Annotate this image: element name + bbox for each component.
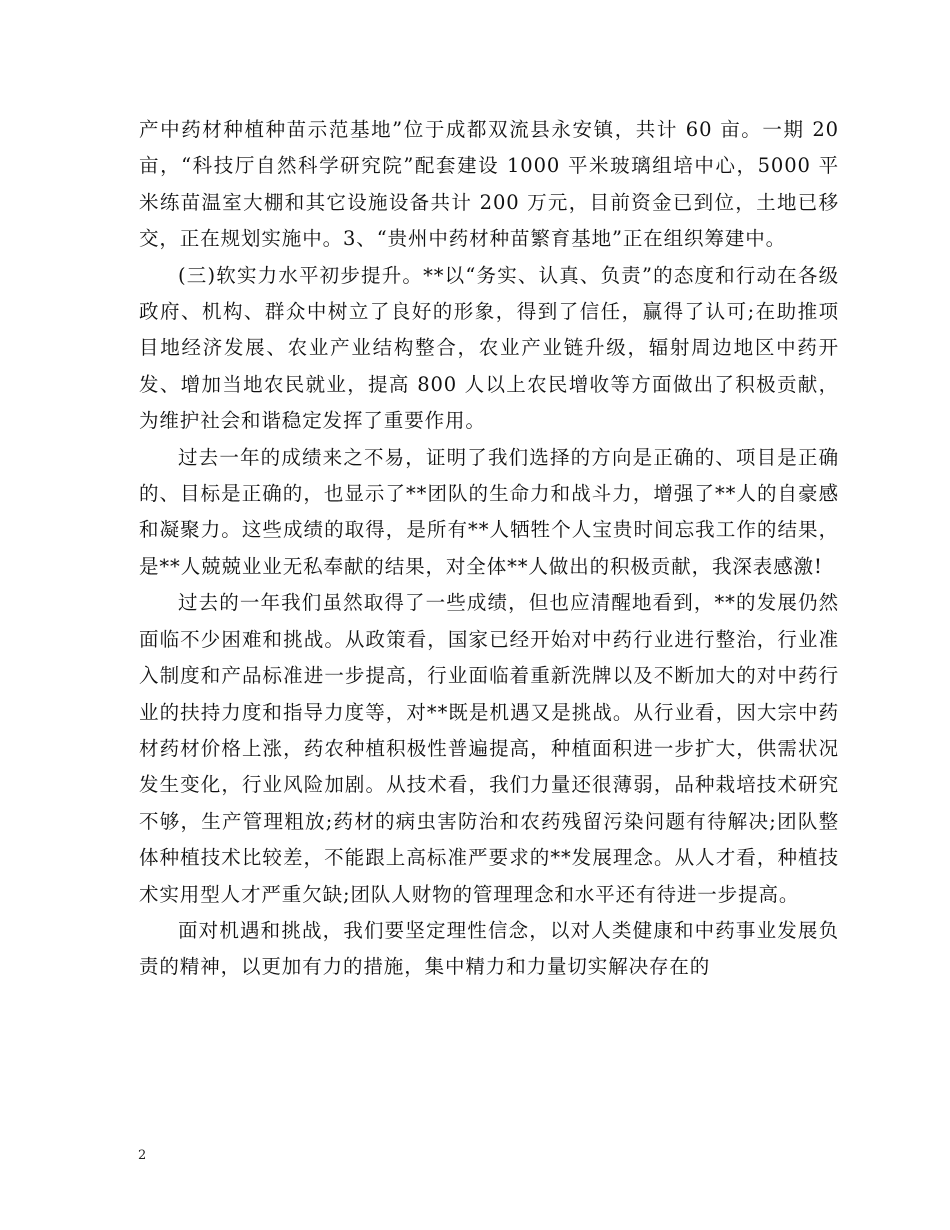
page-number: 2 [138,1148,147,1163]
paragraph-1: 产中药材种植种苗示范基地”位于成都双流县永安镇，共计 60 亩。一期 20 亩，“科技厅自然科学研究院”配套建设 1000 平米玻璃组培中心，5000 平米练苗温室大棚和其它设施设备共计 200 万元，目前资金已到位，土地已移交，正在规划实施中。3、“贵州中药材种苗繁育基地”正在组织筹建中。 [139,118,839,251]
paragraph-4: 过去的一年我们虽然取得了一些成绩，但也应清醒地看到，**的发展仍然面临不少困难和挑战。从政策看，国家已经开始对中药行业进行整治，行业准入制度和产品标准进一步提高，行业面临着重新洗牌以及不断加大的对中药行业的扶持力度和指导力度等，对**既是机遇又是挑战。从行业看，因大宗中药材药材价格上涨，药农种植积极性普遍提高，种植面积进一步扩大，供需状况发生变化，行业风险加剧。从技术看，我们力量还很薄弱，品种栽培技术研究不够，生产管理粗放;药材的病虫害防治和农药残留污染问题有待解决;团队整体种植技术比较差，不能跟上高标准严要求的**发展理念。从人才看，种植技术实用型人才严重欠缺;团队人财物的管理理念和水平还有待进一步提高。 [139,591,839,906]
document-body [139,112,839,986]
paragraph-5: 面对机遇和挑战，我们要坚定理性信念，以对人类健康和中药事业发展负责的精神，以更加有力的措施，集中精力和力量切实解决存在的 [139,918,839,979]
paragraph-3: 过去一年的成绩来之不易，证明了我们选择的方向是正确的、项目是正确的、目标是正确的，也显示了**团队的生命力和战斗力，增强了**人的自豪感和凝聚力。这些成绩的取得，是所有**人牺牲个人宝贵时间忘我工作的结果，是**人兢兢业业无私奉献的结果，对全体**人做出的积极贡献，我深表感激! [139,445,839,578]
paragraph-2: (三)软实力水平初步提升。**以“务实、认真、负责”的态度和行动在各级政府、机构、群众中树立了良好的形象，得到了信任，赢得了认可;在助推项目地经济发展、农业产业结构整合，农业产业链升级，辐射周边地区中药开发、增加当地农民就业，提高 800 人以上农民增收等方面做出了积极贡献，为维护社会和谐稳定发挥了重要作用。 [139,263,839,433]
